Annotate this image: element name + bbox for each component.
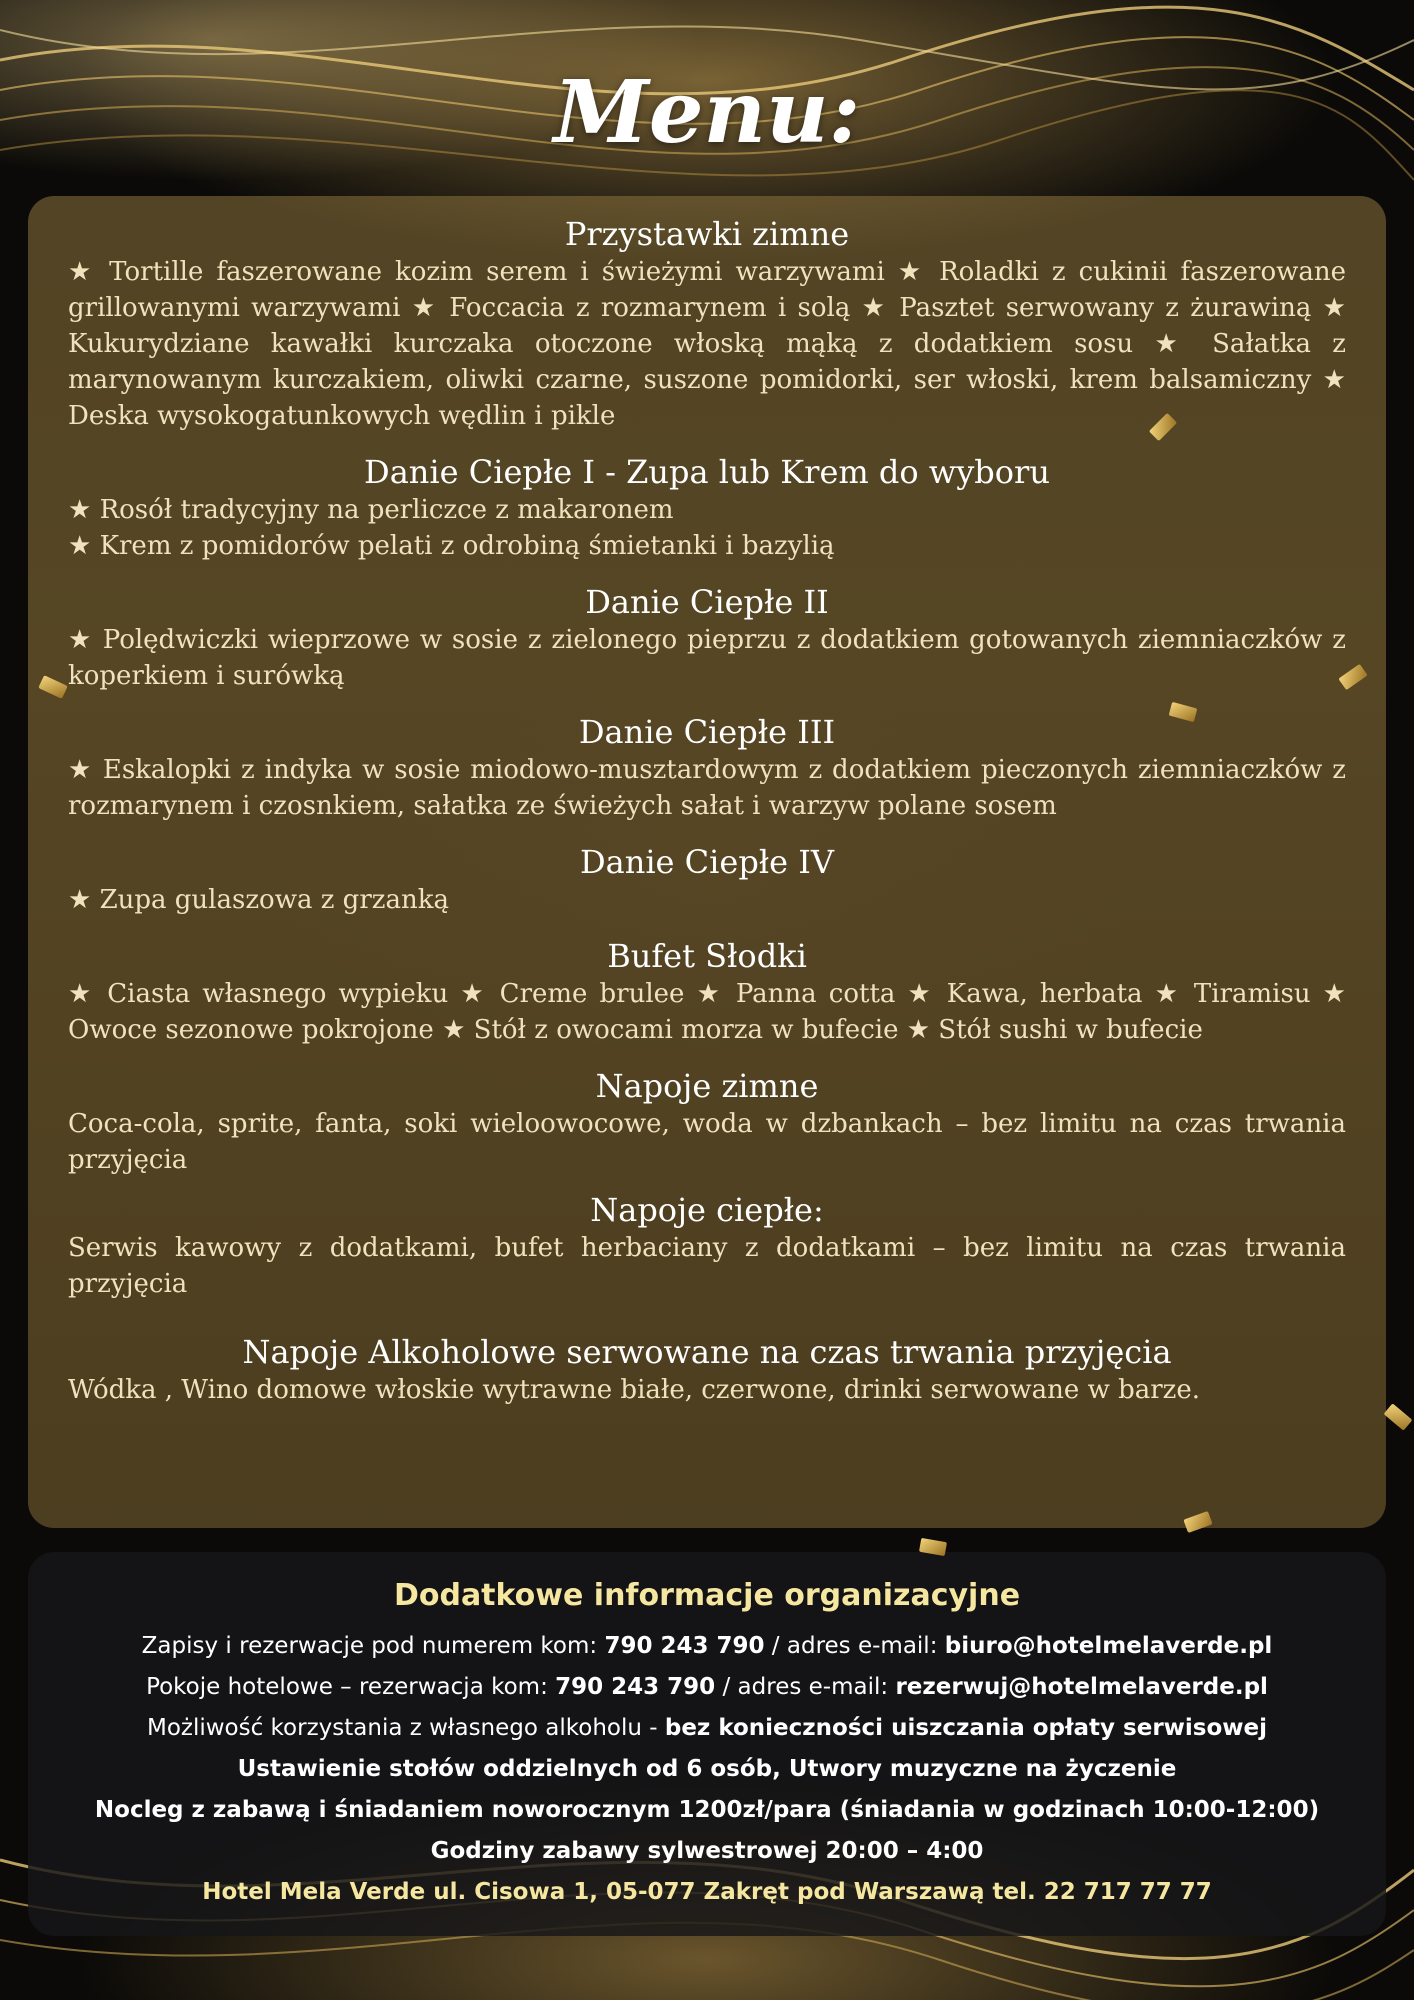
section-body-cold-starters: ★ Tortille faszerowane kozim serem i świeżymi warzywami ★ Roladki z cukinii faszerowane grillowanymi warzywami ★ Foccacia z rozmarynem i solą ★ Pasztet serwowany z żurawiną ★ Kukurydziane kawałki kurczaka otoczone włoską mąką z dodatkiem sosu ★ Sałatka z marynowanym kurczakiem, oliwki czarne, suszone pomidorki, ser włoski, krem balsamiczny ★ Deska wysokogatunkowych wędlin i pikle bbox=[68, 257, 1346, 431]
info-tables-line: Ustawienie stołów oddzielnych od 6 osób, Utwory muzyczne na życzenie bbox=[237, 1756, 1177, 1782]
booking-phone: 790 243 790 bbox=[604, 1633, 765, 1659]
section-body-hot-dish-4: ★ Zupa gulaszowa z grzanką bbox=[68, 885, 449, 915]
info-panel bbox=[28, 1552, 1386, 1936]
section-title-cold-starters: Przystawki zimne bbox=[564, 215, 850, 253]
section-title-hot-dish-2: Danie Ciepłe II bbox=[585, 583, 829, 621]
section-body-sweet-buffet: ★ Ciasta własnego wypieku ★ Creme brulee ★ Panna cotta ★ Kawa, herbata ★ Tiramisu ★ Owoce sezonowe pokrojone ★ Stół z owocami morza w bufecie ★ Stół sushi w bufecie bbox=[68, 979, 1346, 1045]
section-title-hot-dish-4: Danie Ciepłe IV bbox=[579, 843, 835, 881]
rooms-email: rezerwuj@hotelmelaverde.pl bbox=[895, 1674, 1268, 1700]
section-body-alcohol: Wódka , Wino domowe włoskie wytrawne białe, czerwone, drinki serwowane w barze. bbox=[68, 1375, 1201, 1405]
menu-item: ★ Krem z pomidorów pelati z odrobiną śmietanki i bazylią bbox=[68, 531, 835, 561]
info-alcohol-line: Możliwość korzystania z własnego alkoholu - bez konieczności uiszczania opłaty serwisowej bbox=[146, 1715, 1268, 1741]
menu-panel bbox=[28, 196, 1386, 1528]
section-body-hot-dish-3: ★ Eskalopki z indyka w sosie miodowo-musztardowym z dodatkiem pieczonych ziemniaczków z rozmarynem i czosnkiem, sałatka ze świeżych sałat i warzyw polane sosem bbox=[68, 755, 1346, 821]
section-title-hot-dish-3: Danie Ciepłe III bbox=[578, 713, 836, 751]
menu-item: ★ Rosół tradycyjny na perliczce z makaronem bbox=[68, 495, 674, 525]
section-body-hot-drinks: Serwis kawowy z dodatkami, bufet herbaciany z dodatkami – bez limitu na czas trwania przyjęcia bbox=[68, 1233, 1346, 1299]
section-title-cold-drinks: Napoje zimne bbox=[595, 1067, 819, 1105]
rooms-phone: 790 243 790 bbox=[555, 1674, 716, 1700]
info-accommodation-line: Nocleg z zabawą i śniadaniem noworocznym 1200zł/para (śniadania w godzinach 10:00-12:00) bbox=[94, 1797, 1320, 1823]
info-rooms-line: Pokoje hotelowe – rezerwacja kom: 790 243 790 / adres e-mail: rezerwuj@hotelmelaverde.pl bbox=[146, 1674, 1268, 1700]
info-booking-line: Zapisy i rezerwacje pod numerem kom: 790 243 790 / adres e-mail: biuro@hotelmelaverde.pl bbox=[141, 1633, 1273, 1659]
section-body-hot-dish-1 bbox=[68, 492, 1346, 564]
page-title: Menu: bbox=[553, 62, 861, 163]
section-title-alcohol: Napoje Alkoholowe serwowane na czas trwania przyjęcia bbox=[242, 1333, 1172, 1371]
section-body-hot-dish-2: ★ Polędwiczki wieprzowe w sosie z zielonego pieprzu z dodatkiem gotowanych ziemniaczków z koperkiem i surówką bbox=[68, 625, 1346, 691]
info-title: Dodatkowe informacje organizacyjne bbox=[393, 1578, 1021, 1613]
booking-email: biuro@hotelmelaverde.pl bbox=[944, 1633, 1273, 1659]
info-address-line: Hotel Mela Verde ul. Cisowa 1, 05-077 Zakręt pod Warszawą tel. 22 717 77 77 bbox=[202, 1879, 1212, 1905]
section-title-sweet-buffet: Bufet Słodki bbox=[607, 937, 807, 975]
section-title-hot-drinks: Napoje ciepłe: bbox=[590, 1191, 824, 1229]
section-title-hot-dish-1: Danie Ciepłe I - Zupa lub Krem do wyboru bbox=[364, 453, 1050, 491]
info-hours-line: Godziny zabawy sylwestrowej 20:00 – 4:00 bbox=[430, 1838, 984, 1864]
section-body-cold-drinks: Coca-cola, sprite, fanta, soki wieloowocowe, woda w dzbankach – bez limitu na czas trwania przyjęcia bbox=[68, 1109, 1346, 1175]
